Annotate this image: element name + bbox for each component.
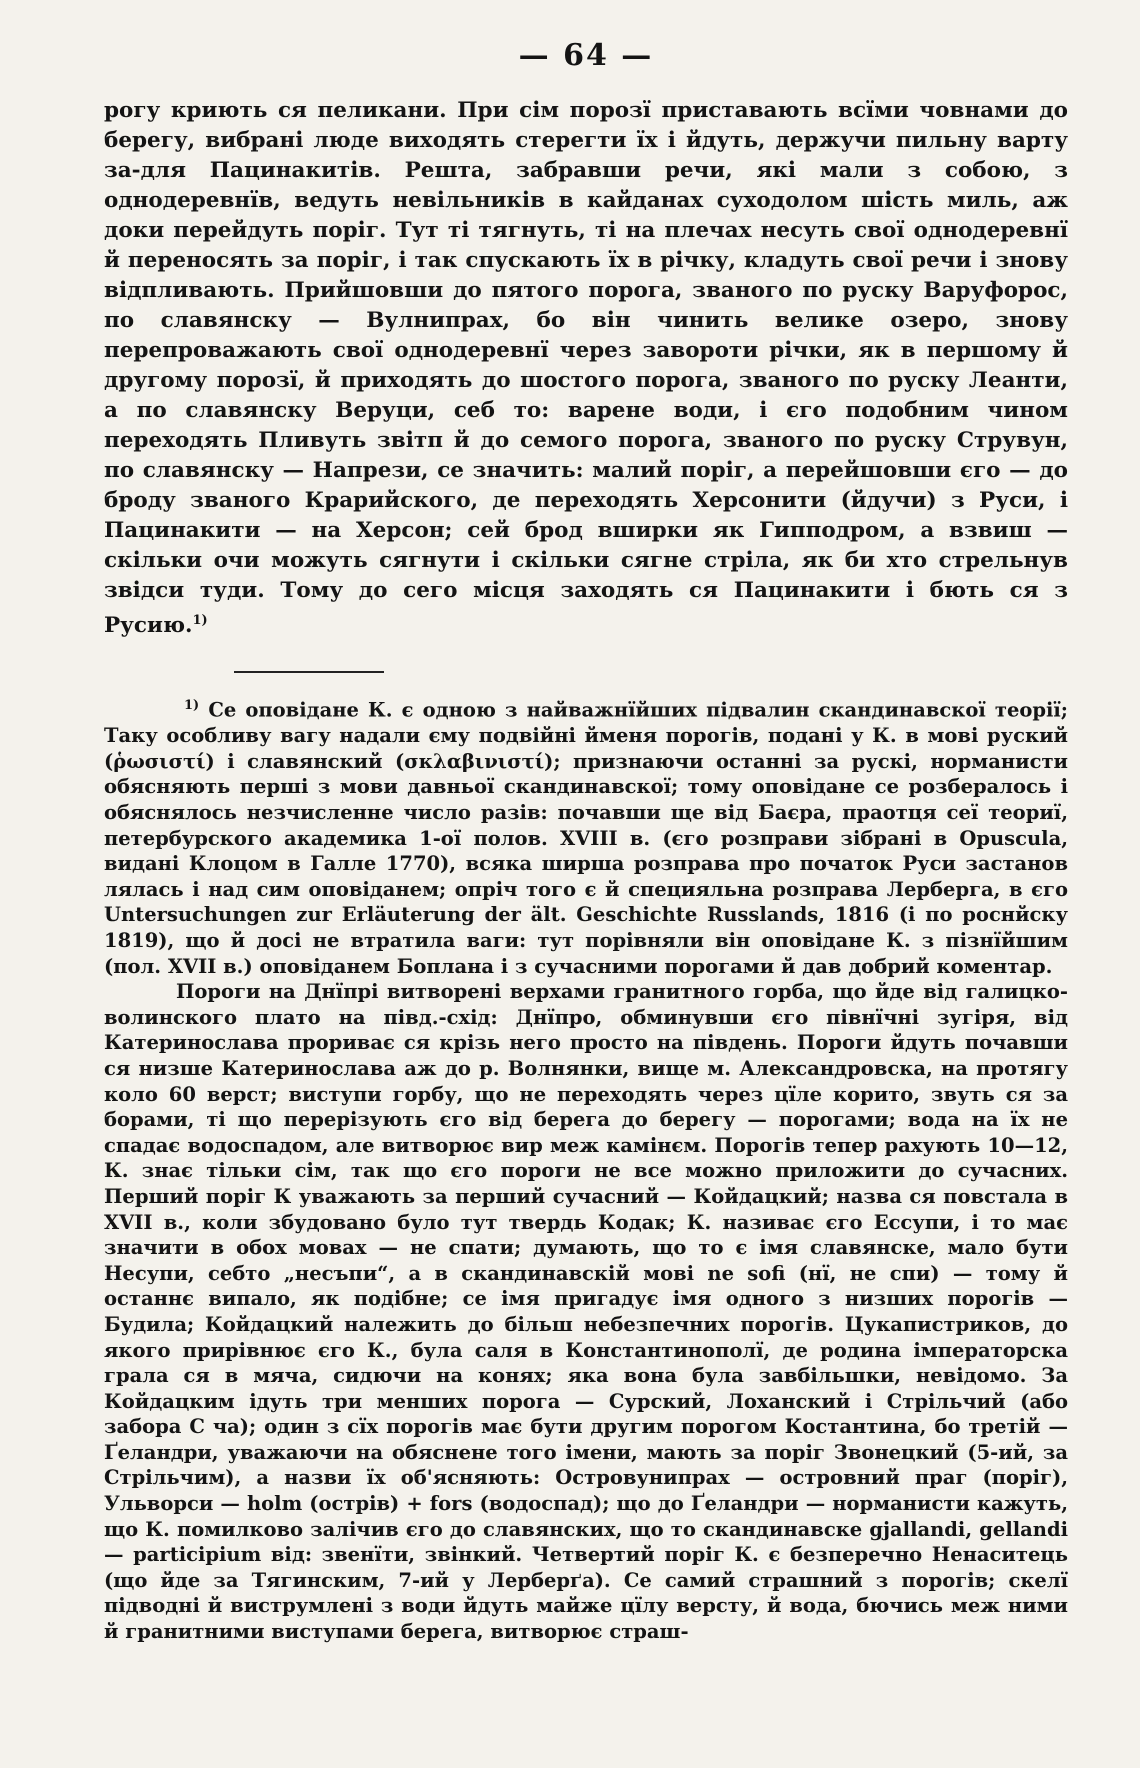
footnote-mark: 1) [184,698,200,714]
footnote-reference: 1) [192,613,208,628]
footnote-divider [234,671,384,673]
page-number: — 64 — [518,38,654,73]
main-text [104,96,1068,641]
main-paragraph [104,96,1068,641]
footnote [104,693,1068,1644]
footnote-paragraph-2: Пороги на Днїпрі витворені верхами гранитного горба, що йде від галицко-волинского плато на півд.-схід: Днїпро, обминувши єго півнїчні зугіря, від Катеринослава прориває ся крізь него просто на південь. Пороги йдуть почавши ся низше Катеринослава аж до р. Волнянки, вище м. Александровска, на протягу коло 60 верст; виступи горбу, що не переходять через цїле корито, звуть ся за борами, ті що перерізують єго від берега до берегу — порогами; вода на їх не спадає водоспадом, але витворює вир меж камінєм. Порогів тепер рахують 10—12, К. знає тільки сім, так що єго пороги не все можно приложити до сучасних. Перший поріг К уважають за перший сучасний — Койдацкий; назва ся повстала в XVII в., коли збудовано було тут твердь Кодак; К. називає єго Ессупи, і то має значити в обох мовах — не спати; думають, що то є імя славянске, мало бути Несупи, себто „несъпи“, а в скандинавскій мові ne sofi (нї, не спи) — тому й останнє випало, як подібне; се імя пригадує імя одного з низших порогів — Будила; Койдацкий належить до більш небезпечних порогів. Цукапистриков, до якого прирівнює єго К., була саля в Константинополї, де родина імператорска грала ся в мяча, сидючи на конях; яка вона була завбільшки, невідомо. За Койдацким ідуть три менших порога — Сурский, Лоханский і Стрільчий (або забора С ча); один з сїх порогів має бути другим порогом Костантина, бо третій — Ґеландри, уважаючи на обяснене того імени, мають за поріг Звонецкий (5-ий, за Стрільчим), а назви їх об'ясняють: Островунипрах — островний праг (поріг), Ульворси — holm (острів) + fors (водоспад); що до Ґеландри — норманисти кажуть, що К. помилково залічив єго до славянских, що то скандинавске gjallandi, gellandi — participium від: звенїти, звінкий. Четвертий поріг К. є безперечно Ненаситець (що йде за Тягинским, 7-ий у Лерберґа). Се самий страшний з порогів; скелї підводні й виструмлені з води йдуть майже цїлу версту, й вода, бючись меж ними й гранитними виступами берега, витворює страш- [104,980,1068,1644]
main-paragraph-text: рогу криють ся пеликани. При сім порозї приставають всїми човнами до берегу, вибрані люде виходять стерегти їх і йдуть, держучи пильну варту за-для Пацинакитів. Решта, забравши речи, які мали з собою, з однодеревнїв, ведуть невільників в кайданах суходолом шість миль, аж доки перейдуть поріг. Тут ті тягнуть, ті на плечах несуть свої однодеревнї й переносять за поріг, і так спускають їх в річку, кладуть свої речи і знову відпливають. Прийшовши до пятого порога, званого по руску Варуфорос, по славянску — Вулнипрах, бо він чинить велике озеро, знову перепроважають свої однодеревнї через завороти річки, як в першому й другому порозї, й приходять до шостого порога, званого по руску Леанти, а по славянску Веруци, себ то: варене води, і єго подобним чином переходять Пливуть звітп й до семого порога, званого по руску Струвун, по славянску — Напрези, се значить: малий поріг, а перейшовши єго — до броду званого Крарийского, де переходять Херсонити (йдучи) з Руси, і Пацинакити — на Херсон; сей брод вширки як Гипподром, а взвиш — скільки очи можуть сягнути і скільки сягне стріла, як би хто стрельнув звідси туди. Тому до сего місця заходять ся Пацинакити і бють ся з Русию. [104,98,1068,639]
footnote-paragraph-1 [104,693,1068,979]
footnote-paragraph-1-text: Се оповідане К. є одною з найважнїйших підвалин скандинавскої теорії; Таку особливу вагу надали єму подвійні йменя порогів, подані у К. в мові руский (ῥωσιστί) і славянский (σκλαβινιστί); признаючи останні за рускі, норманисти обясняють перші з мови давньої скандинавскої; тому оповідане се розбералось і обяснялось незчисленне число разів: почавши ще від Баєра, праотця сеї теориї, петербурского академика 1-ої полов. XVIII в. (єго розправи зібрані в Opuscula, видані Клоцом в Галле 1770), всяка ширша розправа про початок Руси застанов лялась і над сим оповіданем; опріч того є й специяльна розправа Лерберга, в єго Untersuchungen zur Erläuterung der ält. Geschichte Russlands, 1816 (і по роснйску 1819), що й досі не втратила ваги: тут порівняли він оповідане К. з пізнїйшим (пол. XVII в.) оповіданем Боплана і з сучасними порогами й дав добрий коментар. [104,698,1069,978]
